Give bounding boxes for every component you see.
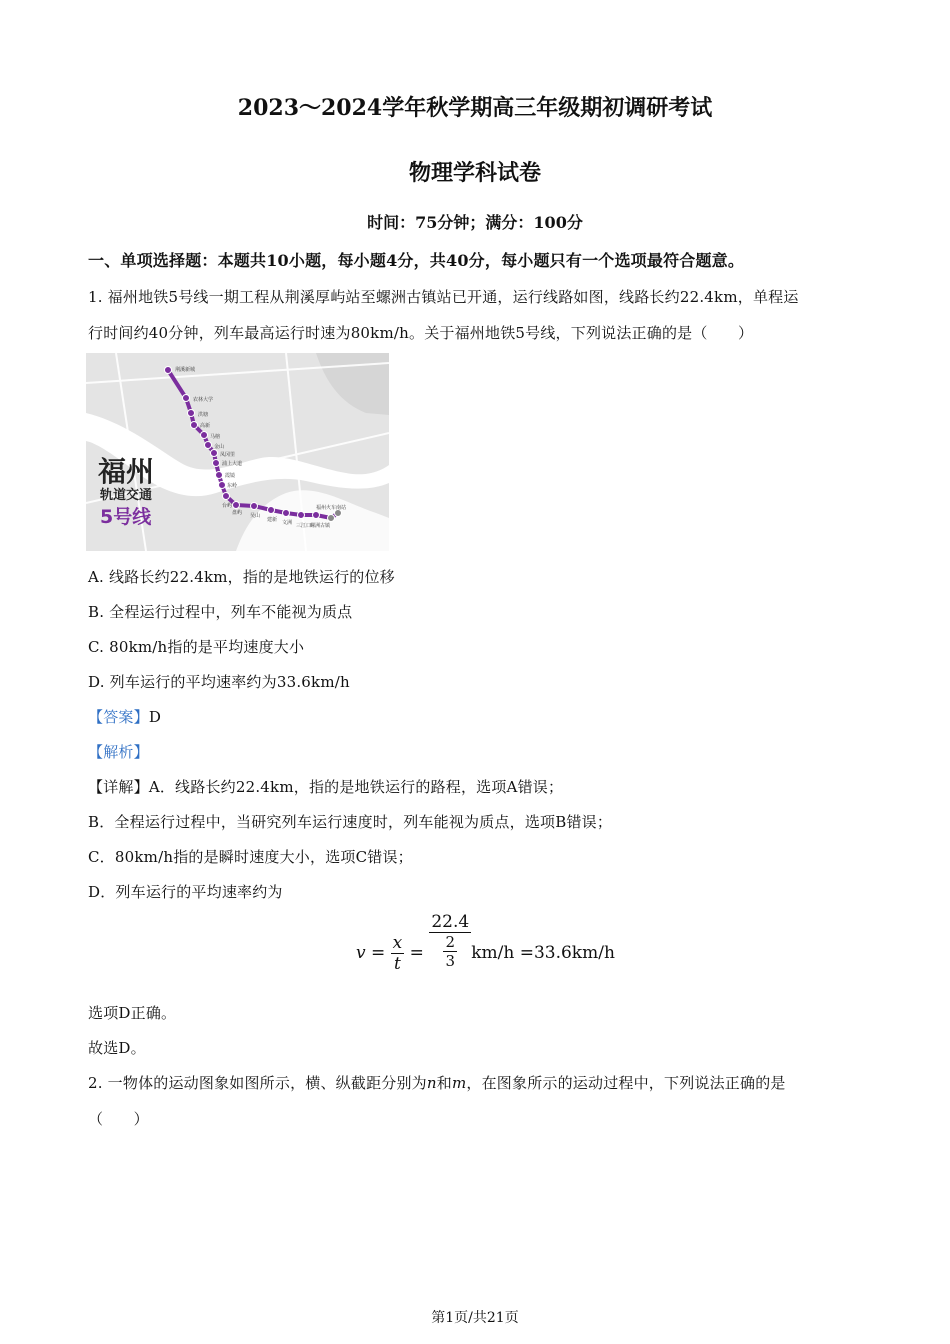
- q1-stem-line1: 1. 福州地铁5号线一期工程从荆溪厚屿站至螺洲古镇站已开通，运行线路如图，线路长约22.4km，单程运: [88, 288, 799, 306]
- station-label: 凤冈里: [220, 452, 236, 458]
- station-label: 建新: [267, 517, 278, 523]
- formula-eq: =: [371, 943, 386, 963]
- station-label: 浦上大道: [222, 461, 243, 467]
- formula-numerator: 22.4: [431, 912, 470, 932]
- station-label: 台屿: [222, 503, 233, 509]
- q2-bracket: （ ）: [88, 1110, 149, 1128]
- detail-tag: 【详解】: [88, 778, 149, 796]
- station-label: 金山: [214, 444, 225, 450]
- exam-title: 2023～2024学年秋学期高三年级期初调研考试: [237, 95, 713, 121]
- map-brand-sub: 轨道交通: [100, 488, 153, 503]
- formula-x-over-t: [391, 933, 405, 974]
- q1-option-d: D. 列车运行的平均速率约为33.6km/h: [88, 673, 350, 691]
- analysis-tag: 【解析】: [88, 743, 149, 761]
- station-label: 盘屿: [232, 510, 243, 516]
- station-label: 洪塘: [198, 412, 209, 418]
- q1-answer: [88, 706, 161, 727]
- station-label: 高新: [200, 423, 211, 429]
- detail-a-text: A．线路长约22.4km，指的是地铁运行的路程，选项A错误；: [148, 778, 564, 796]
- metro-map-figure: [86, 353, 389, 551]
- q1-detail-d: D．列车运行的平均速率约为: [88, 883, 283, 901]
- answer-value: D: [148, 708, 162, 726]
- formula-v: v: [356, 943, 366, 963]
- station-label: 福州火车南站: [316, 505, 347, 511]
- q1-option-b: B. 全程运行过程中，列车不能视为质点: [88, 603, 353, 621]
- q1-option-a: A. 线路长约22.4km，指的是地铁运行的位移: [88, 568, 395, 586]
- formula-three: 3: [445, 952, 456, 970]
- formula-denominator: [429, 933, 471, 970]
- formula-unit: km/h: [471, 943, 515, 963]
- station-label: 螺洲古镇: [310, 523, 331, 529]
- formula-two: 2: [445, 933, 456, 951]
- formula-x: x: [392, 933, 403, 953]
- metro-map-svg: [86, 353, 389, 551]
- station-label: 荆溪新城: [175, 367, 196, 373]
- time-info: 时间：75分钟；满分：100分: [367, 213, 583, 232]
- q1-option-c: C. 80km/h指的是平均速度大小: [88, 638, 305, 656]
- station-label: 霞镜: [225, 473, 236, 479]
- map-brand-line: 5号线: [100, 506, 152, 528]
- station-label: 农林大学: [193, 397, 214, 403]
- q2-var-m: m: [451, 1074, 467, 1092]
- formula-result: =33.6km/h: [519, 943, 615, 963]
- q1-detail-a: [88, 776, 563, 797]
- station-label: 马榕: [210, 434, 221, 440]
- station-label: 文洲: [282, 520, 293, 526]
- q2-stem: [88, 1072, 786, 1093]
- average-speed-formula: [356, 912, 615, 974]
- station-label: 东岭: [227, 483, 238, 489]
- formula-main-fraction: [429, 912, 471, 970]
- exam-subtitle: 物理学科试卷: [408, 160, 541, 186]
- q1-conclusion: 选项D正确。: [88, 1004, 177, 1022]
- station-label: 吴山: [250, 513, 261, 519]
- q2-var-n: n: [426, 1074, 437, 1092]
- q1-choice: 故选D。: [88, 1039, 146, 1057]
- map-brand-city: 福州: [98, 455, 155, 488]
- q2-stem-post: ，在图象所示的运动过程中，下列说法正确的是: [466, 1074, 786, 1092]
- page-footer: 第1页/共21页: [431, 1310, 519, 1326]
- formula-t: t: [394, 954, 401, 974]
- answer-tag: 【答案】: [88, 708, 149, 726]
- section-heading: 一、单项选择题：本题共10小题，每小题4分，共40分，每小题只有一个选项最符合题意。: [88, 251, 745, 270]
- q1-stem-line2: 行时间约40分钟，列车最高运行时速为80km/h。关于福州地铁5号线，下列说法正确的是（ ）: [88, 324, 754, 342]
- q1-detail-c: C．80km/h指的是瞬时速度大小，选项C错误；: [88, 848, 413, 866]
- q2-stem-and: 和: [436, 1074, 452, 1092]
- formula-two-thirds: [443, 933, 457, 970]
- station-label: 三江口: [296, 523, 312, 529]
- formula-eq2: =: [409, 943, 424, 963]
- q1-detail-b: B．全程运行过程中，当研究列车运行速度时，列车能视为质点，选项B错误；: [88, 813, 613, 831]
- q2-stem-pre: 2. 一物体的运动图象如图所示，横、纵截距分别为: [88, 1074, 427, 1092]
